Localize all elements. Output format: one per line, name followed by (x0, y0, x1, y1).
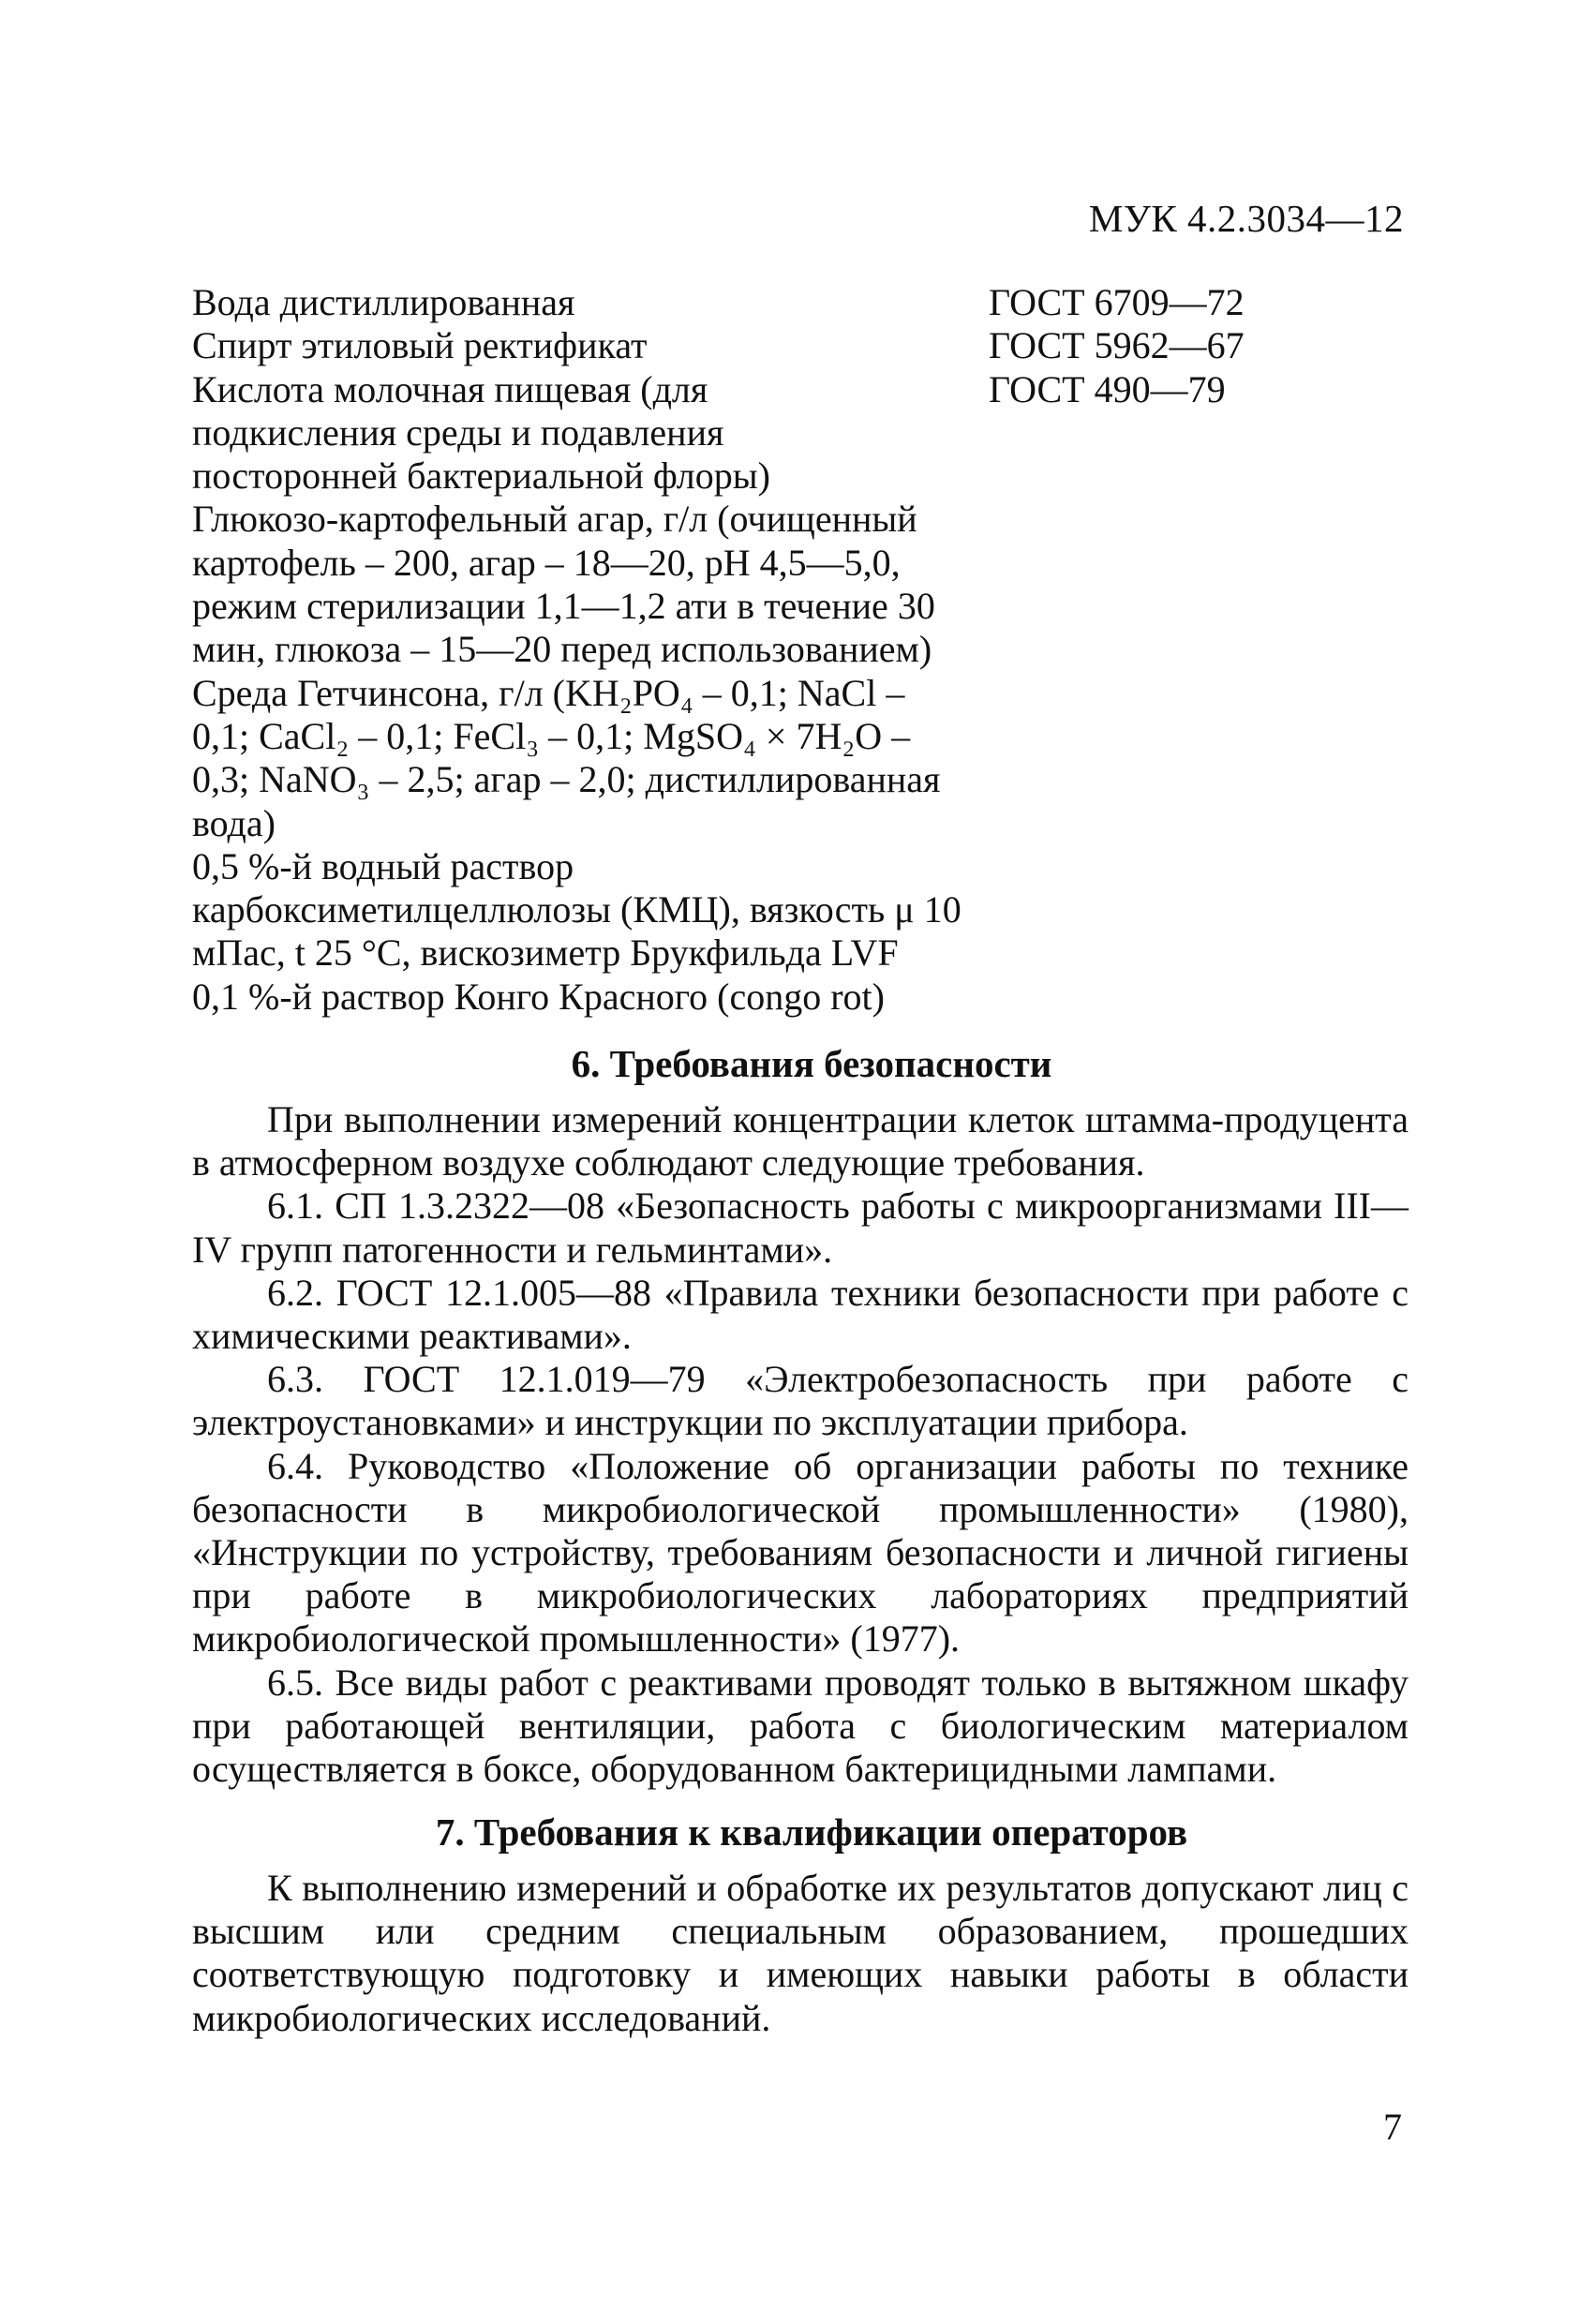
reagent-standard: ГОСТ 5962—67 (989, 324, 1245, 367)
reagent-name: 0,1 %-й раствор Конго Красного (congo rot) (192, 975, 885, 1018)
reagent-name: Кислота молочная пищевая (для подкисления среды и подавления посторонней бактериальной флоры) (192, 367, 770, 498)
running-head: МУК 4.2.3034—12 (1088, 197, 1404, 240)
reagent-name: 0,5 %-й водный раствор карбоксиметилцеллюлозы (КМЦ), вязкость μ 10 мПас, t 25 °С, вискозиметр Брукфильда LVF (192, 844, 961, 975)
section-7-heading: 7. Требования к квалификации операторов (435, 1810, 1188, 1854)
section-6-body (192, 1098, 1409, 1791)
page-number: 7 (1383, 2106, 1402, 2148)
paragraph: 6.4. Руководство «Положение об организации работы по технике безопасности в микробиологической промышленности» (1980), «Инструкции по устройству, требованиям безопасности и личной гигиены при работе в микробиологических лабораториях предприятий микробиологической промышленности» (1977). (192, 1444, 1409, 1661)
paragraph: 6.5. Все виды работ с реактивами проводят только в вытяжном шкафу при работающей вентиляции, работа с биологическим материалом осуществляется в боксе, оборудованном бактерицидными лампами. (192, 1661, 1409, 1791)
reagent-name: Глюкозо-картофельный агар, г/л (очищенный картофель – 200, агар – 18—20, pH 4,5—5,0, режим стерилизации 1,1—1,2 ати в течение 30 мин, глюкоза – 15—20 перед использованием) (192, 498, 935, 671)
reagent-item (192, 498, 1410, 671)
reagent-standard: ГОСТ 6709—72 (989, 281, 1245, 323)
paragraph: 6.2. ГОСТ 12.1.005—88 «Правила техники безопасности при работе с химическими реактивами». (192, 1271, 1409, 1358)
reagent-name: Среда Гетчинсона, г/л (KH₂PO₄ – 0,1; NaCl – 0,1; CaCl₂ – 0,1; FeCl₃ – 0,1; MgSO₄ × 7H₂O – 0,3; NaNO₃ – 2,5; агар – 2,0; дистиллированная вода) (192, 671, 941, 844)
reagent-item (192, 976, 1410, 1019)
reagent-item (192, 281, 1410, 324)
reagent-name: Вода дистиллированная (192, 281, 575, 323)
paragraph: 6.1. СП 1.3.2322—08 «Безопасность работы с микроорганизмами III—IV групп патогенности и гельминтами». (192, 1184, 1409, 1271)
paragraph: К выполнению измерений и обработке их результатов допускают лиц с высшим или средним специальным образованием, прошедших соответствующую подготовку и имеющих навыки работы в области микробиологических исследований. (192, 1867, 1409, 2039)
paragraph: При выполнении измерений концентрации клеток штамма-продуцента в атмосферном воздухе соблюдают следующие требования. (192, 1098, 1409, 1184)
reagent-name: Спирт этиловый ректификат (192, 324, 648, 367)
reagent-item (192, 845, 1410, 976)
reagent-item (192, 368, 1410, 499)
section-6-heading: 6. Требования безопасности (571, 1042, 1052, 1085)
reagent-item (192, 324, 1410, 367)
reagent-standard: ГОСТ 490—79 (989, 367, 1226, 410)
paragraph: 6.3. ГОСТ 12.1.019—79 «Электробезопасность при работе с электроустановками» и инструкции по эксплуатации прибора. (192, 1358, 1409, 1444)
reagent-item (192, 672, 1410, 845)
reagent-list (192, 281, 1410, 1019)
section-7-body (192, 1867, 1409, 2040)
